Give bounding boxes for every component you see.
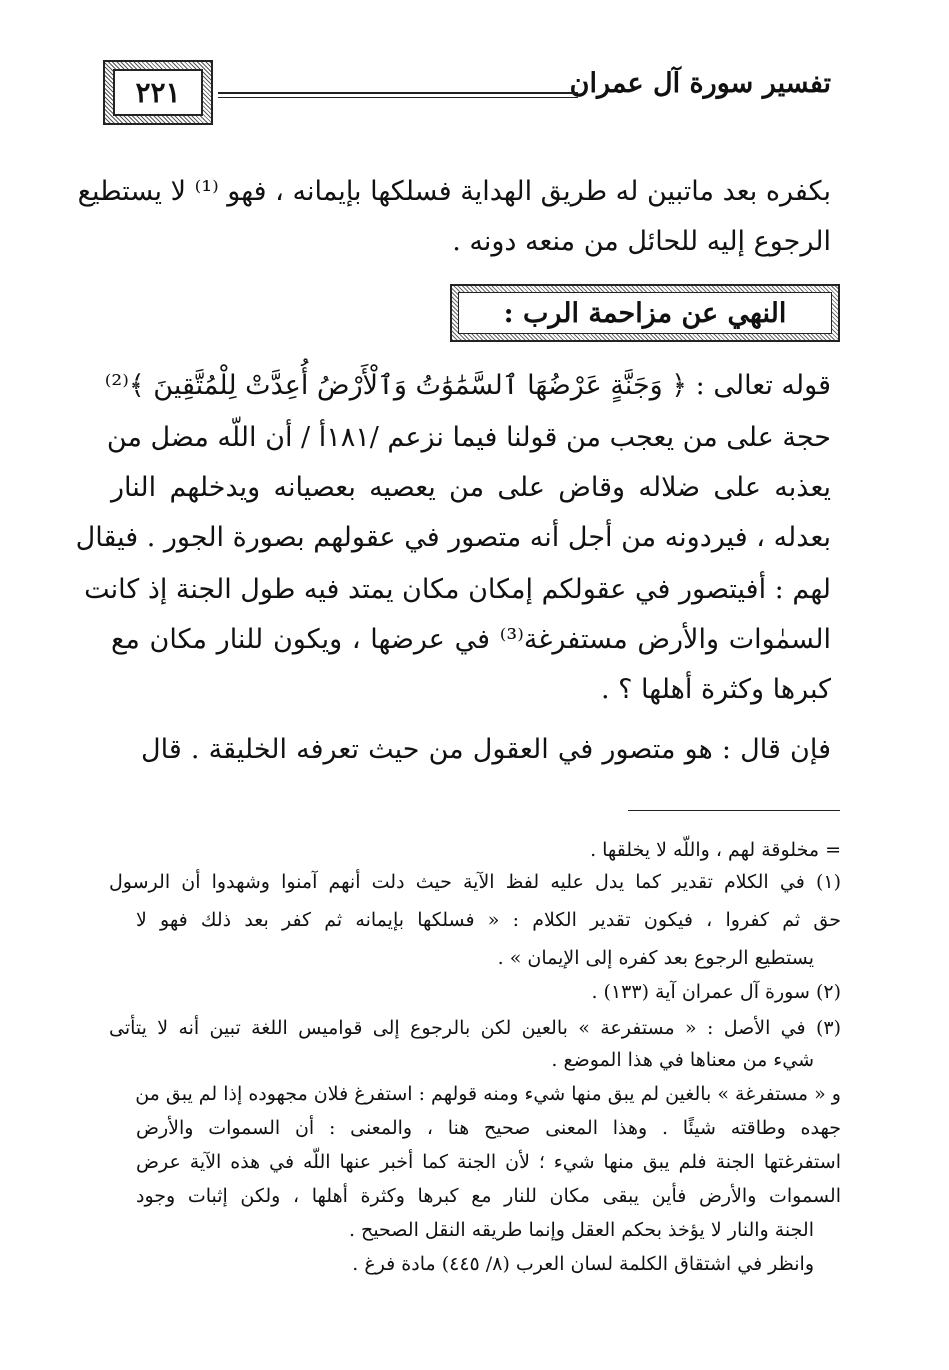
footnote-3-line: استفرغتها الجنة فلم يبق منها شيء ؛ لأن الجنة كما أخبر عنها اللّه في هذه الآية عرض [136,1151,841,1173]
body-line: فإن قال : هو متصور في العقول من حيث تعرفه الخليقة . قال [141,734,831,765]
footnote-continuation: = مخلوقة لهم ، واللّه لا يخلقها . [590,839,841,861]
footnote-separator [628,810,840,811]
footnote-1-line: حق ثم كفروا ، فيكون تقدير الكلام : « فسلكها بإيمانه ثم كفر بعد ذلك فهو لا [136,909,841,931]
body-line: كبرها وكثرة أهلها ؟ . [600,674,831,705]
section-heading: النهي عن مزاحمة الرب : [458,292,832,334]
body-line: الرجوع إليه للحائل من منعه دونه . [452,226,831,257]
page-number: ٢٢١ [113,69,203,116]
body-line: السمٰوات والأرض مستفرغة⁽³⁾ في عرضها ، ويكون للنار مكان مع [111,624,831,655]
footnote-3-line: و « مستفرغة » بالغين لم يبق منها شيء ومنه قولهم : استفرغ فلان مجهوده إذا لم يبق من [135,1083,841,1105]
body-line: حجة على من يعجب من قولنا فيما نزعم /١٨١أ / أن اللّه مضل من [106,422,831,453]
footnote-1-line: يستطيع الرجوع بعد كفره إلى الإيمان » . [497,947,814,969]
body-line: يعذبه على ضلاله وقاض على من يعصيه بعصيانه ويدخلهم النار [111,472,831,503]
footnote-3-line: شيء من معناها في هذا الموضع . [551,1049,814,1071]
page-number-frame [103,60,213,125]
footnote-3-line: جهده وطاقته شيئًا . وهذا المعنى صحيح هنا ، والمعنى : أن السموات والأرض [136,1117,841,1139]
running-header-title: تفسير سورة آل عمران [569,68,831,99]
footnote-3-line: الجنة والنار لا يؤخذ بحكم العقل وإنما طريقه النقل الصحيح . [348,1219,814,1241]
quran-verse-line: قوله تعالى : ﴿ وَجَنَّةٍ عَرْضُهَا ٱلسَّمَٰوَٰتُ وَٱلْأَرْضُ أُعِدَّتْ لِلْمُتَّقِينَ ﴾⁽²⁾ [104,370,831,401]
footnote-1-line: (١) في الكلام تقدير كما يدل عليه لفظ الآية حيث دلت أنهم آمنوا وشهدوا أن الرسول [109,871,841,893]
footnote-3-line: وانظر في اشتقاق الكلمة لسان العرب (٨/ ٤٤٥) مادة فرغ . [352,1253,814,1275]
footnote-3-line: السموات والأرض فأين يبقى مكان للنار مع كبرها وكثرة أهلها ، ولكن إثبات وجود [136,1185,841,1207]
footnote-3-line: (٣) في الأصل : « مستفرعة » بالعين لكن بالرجوع إلى قواميس اللغة تبين أنه لا يتأتى [109,1017,841,1039]
body-line: لهم : أفيتصور في عقولكم إمكان مكان يمتد فيه طول الجنة إذ كانت [84,574,831,605]
header-rule [218,92,578,98]
section-heading-frame [450,284,840,342]
body-line: بكفره بعد ماتبين له طريق الهداية فسلكها بإيمانه ، فهو ⁽¹⁾ لا يستطيع [77,176,831,207]
footnote-2: (٢) سورة آل عمران آية (١٣٣) . [591,981,841,1003]
body-line: بعدله ، فيردونه من أجل أنه متصور في عقولهم بصورة الجور . فيقال [75,522,831,553]
